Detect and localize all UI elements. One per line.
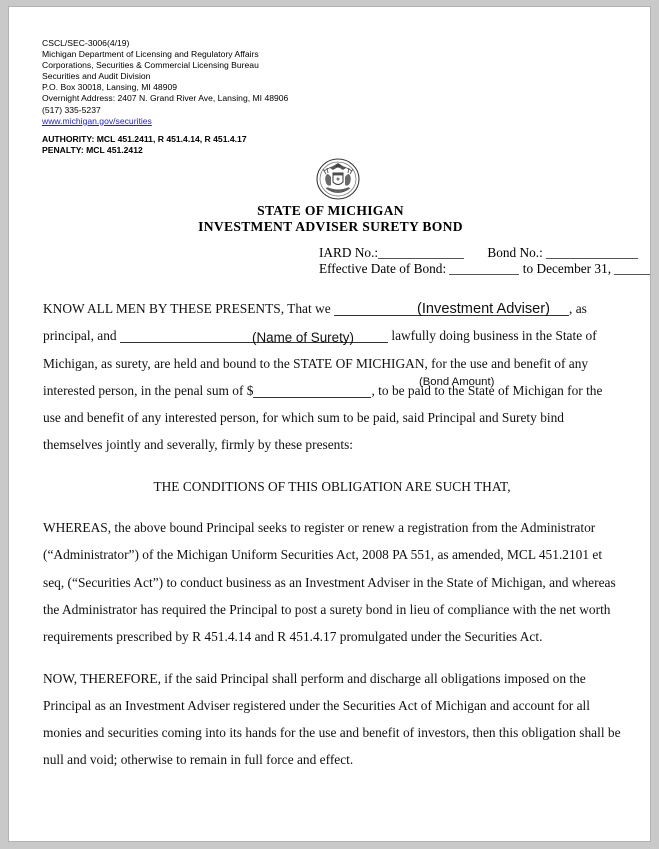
bond-no-label: Bond No.: xyxy=(487,245,543,260)
lawfully-doing-business-text: lawfully doing business in xyxy=(391,328,533,344)
state-use-benefit-text: State of Michigan for the use and benefit of any interested person, for which sum to be paid, said xyxy=(43,382,603,426)
know-all-men-text: KNOW ALL MEN BY THESE PRESENTS, That we xyxy=(43,301,331,316)
penal-sum-text: and benefit of any interested person, in the penal sum of $ xyxy=(43,355,589,398)
expiry-year-input[interactable] xyxy=(614,262,650,275)
authority-line: AUTHORITY: MCL 451.2411, R 451.4.14, R 451.4.17 xyxy=(42,134,247,144)
agency-line-5: Overnight Address: 2407 N. Grand River Ave, Lansing, MI 48906 xyxy=(42,93,289,104)
principal-surety-bind-text: Principal and Surety bind themselves jointly and severally, firmly by these presents: xyxy=(43,410,565,453)
document-body xyxy=(43,295,621,774)
agency-line-6: (517) 335-5237 xyxy=(42,104,101,115)
bond-header-fields xyxy=(319,245,650,276)
effective-date-input[interactable] xyxy=(449,262,519,275)
conditions-heading: THE CONDITIONS OF THIS OBLIGATION ARE SUCH THAT, xyxy=(153,478,511,494)
document-title xyxy=(9,203,651,234)
agency-header-block xyxy=(42,38,288,127)
agency-line-3: Securities and Audit Division xyxy=(42,71,151,82)
authority-penalty-block xyxy=(42,134,247,156)
name-of-surety-field-label: (Name of Surety) xyxy=(252,330,354,345)
agency-line-2: Corporations, Securities & Commercial Licensing Bureau xyxy=(42,60,259,71)
bond-no-input[interactable] xyxy=(546,246,638,259)
document-page xyxy=(8,6,651,842)
paragraph-know-all-men xyxy=(43,295,621,459)
form-number: CSCL/SEC-3006(4/19) xyxy=(42,38,130,48)
paragraph-now-therefore: NOW, THEREFORE, if the said Principal shall perform and discharge all obligations imposed on the Principal as an Investment Adviser registered under the Securities Act of Michigan and account for all monies and securities coming into its hands for the use and benefit of investors, then this obligation shall be null and void; otherwise to remain in full force and effect. xyxy=(43,670,621,768)
agency-line-4: P.O. Box 30018, Lansing, MI 48909 xyxy=(42,82,178,93)
penalty-line: PENALTY: MCL 451.2412 xyxy=(42,145,143,156)
paragraph-whereas: WHEREAS, the above bound Principal seeks to register or renew a registration from the Administrator (“Administrator”) of the Michigan Uniform Securities Act, 2008 PA 551, as amended, MCL 451.2101 et seq, (“Securities Act”) to conduct business as an Investment Adviser in the State of Michigan, and whereas the Administrator has required the Principal to post a surety bond in lieu of compliance with the net worth requirements prescribed by R 451.4.14 and R 451.4.17 promulgated under the Securities Act. xyxy=(43,520,616,645)
michigan-state-seal-icon xyxy=(314,157,362,201)
website-link[interactable]: www.michigan.gov/securities xyxy=(42,115,152,126)
iard-label: IARD No.: xyxy=(319,245,379,260)
bond-amount-field-label: (Bond Amount) xyxy=(419,376,495,388)
state-of-michigan-surety-text: the State of Michigan, as surety, are held and bound to the STATE OF MICHIGAN, for the use xyxy=(43,328,597,371)
to-be-paid-text: , to be paid to the xyxy=(371,382,465,398)
iard-bond-row xyxy=(319,245,650,261)
title-line-1: STATE OF MICHIGAN xyxy=(257,203,404,218)
comma-after-adviser: , xyxy=(569,301,573,316)
to-december-label: to December 31, xyxy=(522,260,612,276)
as-principal-text: as principal, and xyxy=(43,301,587,344)
title-line-2: INVESTMENT ADVISER SURETY BOND xyxy=(198,218,463,234)
investment-adviser-field-label: (Investment Adviser) xyxy=(417,301,551,317)
bond-amount-input[interactable] xyxy=(253,383,371,398)
effective-date-label: Effective Date of Bond: xyxy=(319,260,447,276)
effective-date-row xyxy=(319,261,650,277)
iard-input[interactable] xyxy=(378,246,464,259)
agency-line-1: Michigan Department of Licensing and Regulatory Affairs xyxy=(42,49,259,60)
